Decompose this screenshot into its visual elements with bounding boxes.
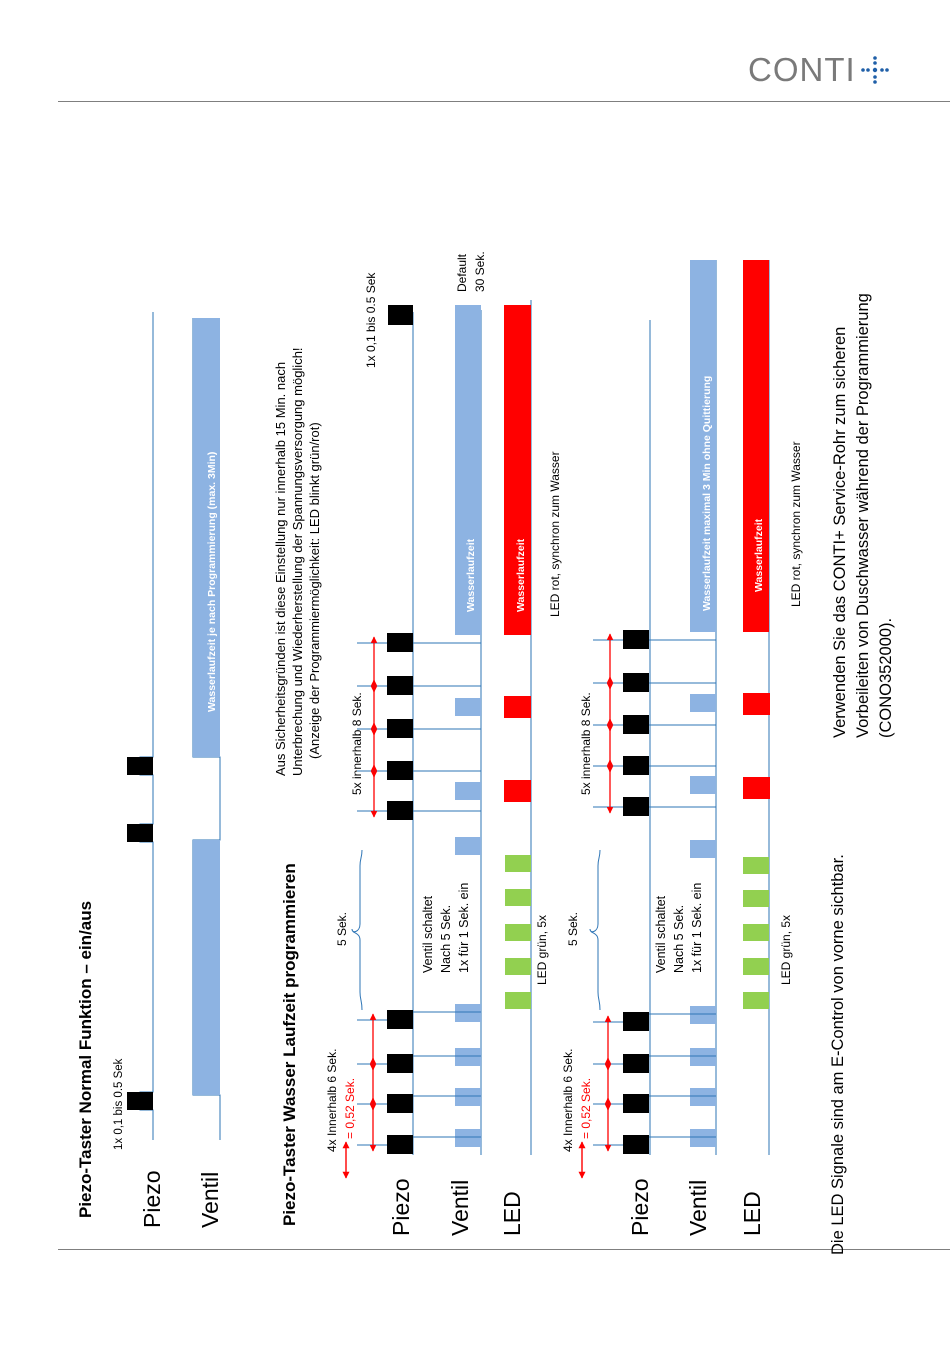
section2-note-line-1: Aus Sicherheitsgründen ist diese Einstellung nur innerhalb 15 Min. nach	[273, 361, 288, 776]
ventil-blip	[455, 837, 481, 855]
piezo-pulse	[387, 801, 413, 820]
section2-default-label-2: 30 Sek.	[473, 251, 487, 292]
section2-default-label-1: Default	[455, 253, 469, 292]
piezo-pulse	[623, 1054, 649, 1073]
section3-row-ventil: Ventil	[685, 1179, 711, 1236]
section1-piezo-pulse	[127, 824, 153, 842]
section3-led-green-label: LED grün, 5x	[779, 914, 793, 985]
section2-note-line-2: Unterbrechung und Wiederherstellung der Spannungsversorgung möglich!	[290, 347, 305, 776]
piezo-pulse	[623, 1094, 649, 1113]
piezo-pulse	[623, 797, 649, 816]
piezo-pulse	[623, 673, 649, 692]
ventil-blip	[455, 1048, 481, 1066]
section2-group1-interval: = 0,52 Sek.	[343, 1077, 357, 1139]
ventil-blip	[690, 776, 716, 794]
piezo-pulse	[387, 1010, 413, 1029]
section2-group1-label: 4x Innerhalb 6 Sek.	[325, 1048, 339, 1152]
logo-text: CONTI	[748, 51, 856, 88]
section3-row-led: LED	[739, 1191, 765, 1236]
ventil-blip	[690, 694, 716, 712]
section1-bar-label: Wasserlaufzeit je nach Programmierung (max. 3Min)	[206, 451, 218, 712]
section1-ventil-bar	[193, 840, 220, 1095]
piezo-pulse	[623, 1135, 649, 1154]
led-green-blink	[743, 857, 769, 874]
section3-pause-brace	[590, 850, 600, 1010]
section3-led-red-label: LED rot, synchron zum Wasser	[789, 441, 803, 607]
led-green-blink	[505, 855, 531, 872]
section2-final-pulse-label: 1x 0,1 bis 0.5 Sek	[364, 272, 378, 368]
led-green-blink	[505, 889, 531, 906]
ventil-blip	[690, 1048, 716, 1066]
led-green-blink	[743, 924, 769, 941]
section1-piezo-pulse	[127, 757, 153, 775]
ventil-blip	[690, 840, 716, 858]
section2-pulses	[357, 633, 531, 1154]
section2-led-bar-label: Wasserlaufzeit	[515, 538, 527, 612]
section3-group2-label: 5x innerhalb 8 Sek.	[579, 692, 593, 795]
section2-valve-note-2: Nach 5 Sek.	[439, 904, 453, 973]
led-green-blink	[743, 890, 769, 907]
piezo-pulse	[387, 719, 413, 738]
ventil-blip	[690, 1129, 716, 1147]
piezo-pulse	[623, 630, 649, 649]
piezo-pulse	[623, 715, 649, 734]
section1-piezo-timeline	[140, 312, 153, 1140]
section3-valve-note-2: Nach 5 Sek.	[672, 904, 686, 973]
led-green-blink	[505, 924, 531, 941]
section3-led-bar-label: Wasserlaufzeit	[753, 518, 765, 592]
service-note-line-3: (CONO352000).	[877, 617, 895, 738]
section3-group1-interval: = 0,52 Sek.	[579, 1077, 593, 1139]
section-normal-function	[76, 312, 223, 1228]
section2-led-green-label: LED grün, 5x	[535, 914, 549, 985]
ventil-blip	[690, 1006, 716, 1024]
section2-group2-label: 5x innerhalb 8 Sek.	[350, 692, 364, 795]
led-visibility-note: Die LED Signale sind am E-Control von vorne sichtbar.	[829, 854, 847, 1255]
led-green-blink	[743, 958, 769, 975]
section3-pulses	[593, 630, 770, 1154]
section1-title: Piezo-Taster Normal Funktion – ein/aus	[76, 900, 95, 1218]
section1-piezo-pulse	[127, 1092, 153, 1110]
piezo-pulse	[387, 761, 413, 780]
piezo-pulse	[623, 756, 649, 775]
ventil-blip	[690, 1088, 716, 1106]
section2-valve-note-1: Ventil schaltet	[421, 895, 435, 973]
led-red-blink	[743, 693, 770, 715]
led-green-blink	[505, 992, 531, 1009]
section2-pause-label: 5 Sek.	[335, 911, 349, 946]
section2-pause-brace	[352, 850, 362, 1010]
section3-valve-note-3: 1x für 1 Sek. ein	[690, 882, 704, 973]
section2-final-pulse	[388, 305, 413, 325]
section-program-max	[561, 260, 803, 1236]
section-program-runtime	[273, 251, 562, 1236]
led-red-blink	[504, 780, 531, 802]
led-red-blink	[504, 696, 531, 718]
piezo-pulse	[387, 1054, 413, 1073]
section2-water-bar-label: Wasserlaufzeit	[465, 538, 477, 612]
led-green-blink	[505, 958, 531, 975]
section2-title: Piezo-Taster Wasser Laufzeit programmieren	[280, 863, 299, 1226]
ventil-blip	[455, 1004, 481, 1022]
section3-pause-label: 5 Sek.	[566, 911, 580, 946]
section3-water-bar-label: Wasserlaufzeit maximal 3 Min ohne Quittierung	[701, 375, 713, 611]
piezo-pulse	[387, 676, 413, 695]
section2-valve-note-3: 1x für 1 Sek. ein	[457, 882, 471, 973]
section3-valve-note-1: Ventil schaltet	[654, 895, 668, 973]
section1-row-piezo: Piezo	[139, 1170, 165, 1228]
section2-note-line-3: (Anzeige der Programmiermöglichkeit: LED blinkt grün/rot)	[307, 422, 322, 759]
ventil-blip	[455, 1088, 481, 1106]
section2-row-ventil: Ventil	[447, 1179, 473, 1236]
piezo-pulse	[387, 633, 413, 652]
section3-group1-label: 4x Innerhalb 6 Sek.	[561, 1048, 575, 1152]
section2-row-piezo: Piezo	[388, 1178, 414, 1236]
service-note-line-2: Vorbeileiten von Duschwasser während der Programmierung	[854, 293, 872, 738]
ventil-blip	[455, 782, 481, 800]
section2-row-led: LED	[499, 1191, 525, 1236]
led-red-blink	[743, 777, 770, 799]
service-note-line-1: Verwenden Sie das CONTI+ Service-Rohr zum sicheren	[831, 326, 849, 738]
piezo-pulse	[387, 1094, 413, 1113]
led-green-blink	[743, 992, 769, 1009]
section1-row-ventil: Ventil	[197, 1171, 223, 1228]
ventil-blip	[455, 1129, 481, 1147]
section2-led-red-label: LED rot, synchron zum Wasser	[548, 451, 562, 617]
piezo-pulse	[623, 1012, 649, 1031]
section1-pulse-label: 1x 0,1 bis 0.5 Sek	[113, 1058, 125, 1150]
section3-row-piezo: Piezo	[627, 1178, 653, 1236]
ventil-blip	[455, 698, 481, 716]
piezo-pulse	[387, 1135, 413, 1154]
